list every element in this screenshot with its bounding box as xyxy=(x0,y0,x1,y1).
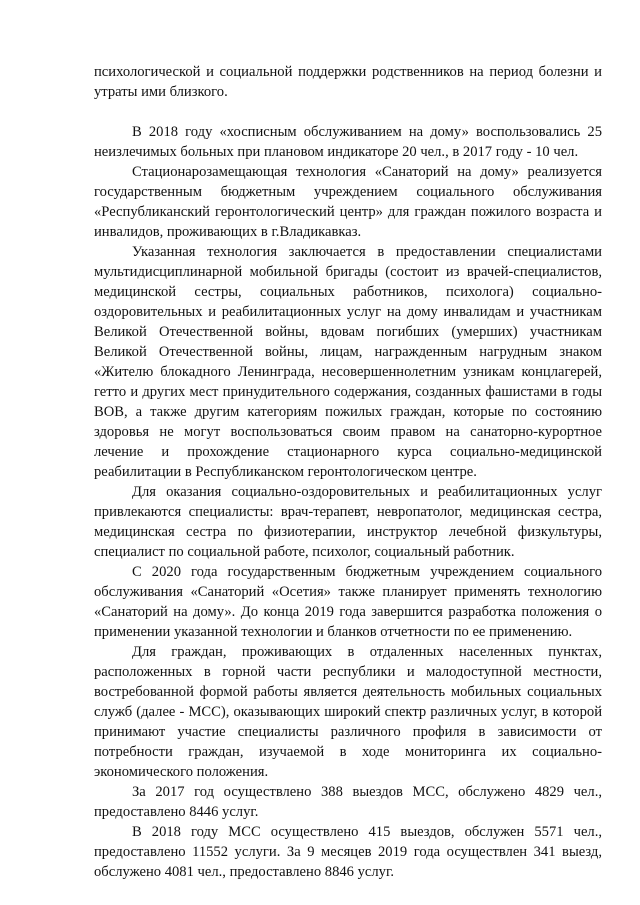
paragraph-specialists: Для оказания социально-оздоровительных и реабилитационных услуг привлекаются специалисты: врач-терапевт, невропатолог, медицинская сестра, медицинская сестра по физиотерапии, инструктор лечебной физкультуры, специалист по социальной работе, психолог, социальный работник. xyxy=(94,484,602,560)
paragraph-stats-2018-2019: В 2018 году МСС осуществлено 415 выездов, обслужен 5571 чел., предоставлено 11552 услуги. За 9 месяцев 2019 года осуществлен 341 выезд, обслужено 4081 чел., предоставлено 8846 услуг. xyxy=(94,824,602,880)
paragraph-technology-description: Указанная технология заключается в предоставлении специалистами мультидисциплинарной мобильной бригады (состоит из врачей-специалистов, медицинской сестры, социальных работников, психолога) социально-оздоровительных и реабилитационных услуг на дому инвалидам и участникам Великой Отечественной войны, вдовам погибших (умерших) участникам Великой Отечественной войны, лицам, награжденным нагрудным знаком «Жителю блокадного Ленинграда, несовершеннолетним узникам концлагерей, гетто и других мест принудительного содержания, созданных фашистами в годы ВОВ, а также другим категориям пожилых граждан, которые по состоянию здоровья не могут воспользоваться своим правом на санаторно-курортное лечение и прохождение стационарного курса социально-медицинской реабилитации в Республиканском геронтологическом центре. xyxy=(94,244,602,480)
paragraph-spacer xyxy=(94,102,602,122)
document-page xyxy=(94,62,602,882)
paragraph-mobile-services: Для граждан, проживающих в отдаленных населенных пунктах, расположенных в горной части республики и малодоступной местности, востребованной формой работы является деятельность мобильных социальных служб (далее - МСС), оказывающих широкий спектр различных услуг, в которой принимают участие специалисты различного профиля в зависимости от потребности граждан, изучаемой в ходе мониторинга их социально-экономического положения. xyxy=(94,644,602,780)
paragraph-hospice-stats: В 2018 году «хосписным обслуживанием на дому» воспользовались 25 неизлечимых больных при плановом индикаторе 20 чел., в 2017 году - 10 чел. xyxy=(94,124,602,160)
paragraph-plans-2020: С 2020 года государственным бюджетным учреждением социального обслуживания «Санаторий «Осетия» также планирует применять технологию «Санаторий на дому». До конца 2019 года завершится разработка положения о применении указанной технологии и бланков отчетности по ее применению. xyxy=(94,564,602,640)
paragraph-continuation: психологической и социальной поддержки родственников на период болезни и утраты ими близкого. xyxy=(94,64,602,100)
paragraph-sanatorium-technology: Стационарозамещающая технология «Санаторий на дому» реализуется государственным бюджетным учреждением социального обслуживания «Республиканский геронтологический центр» для граждан пожилого возраста и инвалидов, проживающих в г.Владикавказ. xyxy=(94,164,602,240)
paragraph-stats-2017: За 2017 год осуществлено 388 выездов МСС, обслужено 4829 чел., предоставлено 8446 услуг. xyxy=(94,784,602,820)
